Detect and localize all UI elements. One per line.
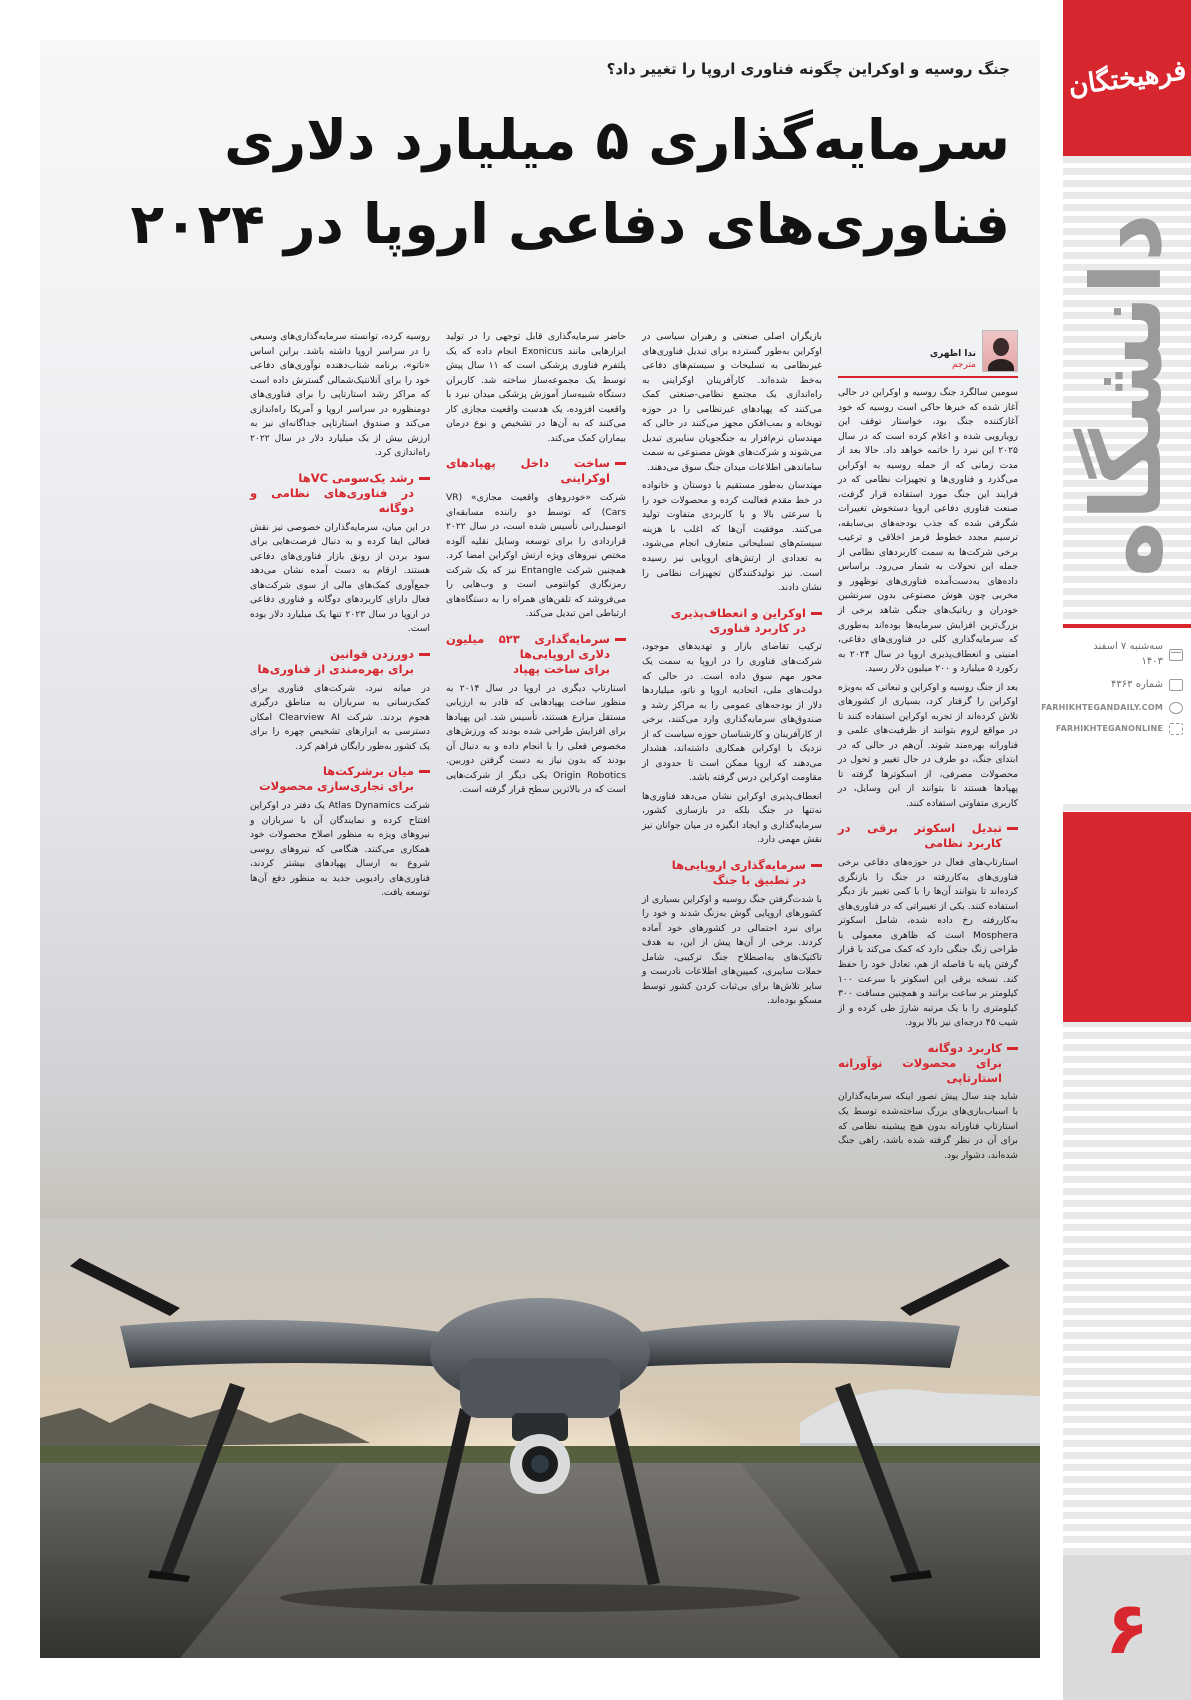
paragraph: بازیگران اصلی صنعتی و رهبران سیاسی در اوکراین به‌طور گسترده برای تبدیل فناوری‌های غیرنظامی به تسلیحات و سیستم‌های دفاعی به‌خط شده‌اند. کارآفرینان اوکراینی به راه‌اندازی یک مجتمع نظامی-صنعتی کمک می‌کنند که پهپادهای غیرنظامی را در حوزه تویخانه و بمب‌افکن مجهز می‌کنند در حالی که مهندسان نرم‌افزار به جنگجویان سایبری تبدیل می‌شوند و شرکت‌های هوش مصنوعی به سمت ساماندهی اطلاعات میدان جنگ سوق می‌دهند. xyxy=(642,331,822,473)
social-handle[interactable]: FARHIKHTEGANONLINE xyxy=(1055,723,1163,733)
subheading-line-2: برای تجاری‌سازی محصولات xyxy=(259,779,414,794)
social-icon xyxy=(1169,723,1183,735)
page-number: ۶ xyxy=(1105,1585,1149,1670)
article-kicker: جنگ روسیه و اوکراین چگونه فناوری اروپا را تغییر داد؟ xyxy=(606,60,1010,78)
paragraph: با شدت‌گرفتن جنگ روسیه و اوکراین بسیاری از کشورهای اروپایی گوش به‌زنگ شدند و خود را برای نبرد احتمالی در کشورهای خود آماده کردند. برخی از آن‌ها پیش از این، به هدف تاکتیک‌های به‌اصطلاح جنگ ترکیبی، شامل حملات سایبری، کمپین‌های اطلاعات نادرست و سایر تلاش‌ها برای بی‌ثبات کردن کشور توسط مسکو بوده‌اند. xyxy=(642,893,822,1007)
subheading xyxy=(250,647,430,677)
article-panel xyxy=(40,40,1040,1658)
newspaper-icon xyxy=(1169,679,1183,691)
sidebar xyxy=(1041,0,1191,1700)
paragraph: در این میان، سرمایه‌گذاران خصوصی نیز نقش فعالی ایفا کرده و به دنبال فرصت‌هایی برای سود بردن از رونق بازار فناوری‌های دفاعی هستند. ارقام به دست آمده نشان می‌دهد جمع‌آوری کمک‌های مالی از سوی شرکت‌های فعال دارای کاربردهای دوگانه و فناوری دفاعی در اروپا در سال ۲۰۲۳ تنها یک میلیارد دلار بوده است. xyxy=(250,521,430,635)
sidebar-red-block xyxy=(1063,812,1191,1022)
subheading xyxy=(642,606,822,636)
website-link[interactable]: FARHIKHTEGANDAILY.COM xyxy=(1041,702,1163,712)
author-meta xyxy=(930,349,976,372)
paragraph: انعطاف‌پذیری اوکراین نشان می‌دهد فناوری‌ها نه‌تنها در جنگ بلکه در بازسازی کشور، سرمایه‌گذاری و ایجاد انگیزه در میان جوانان نیز نقش مهمی دارد. xyxy=(642,790,822,846)
subheading: تبدیل اسکوتر برقی در کاربرد نظامی xyxy=(838,821,1018,851)
paragraph: مهندسان به‌طور مستقیم با دوستان و خانواده در خط مقدم فعالیت کرده و محصولات خود را با سرعتی بالا و با کاربردی متفاوت تولید می‌کنند. موفقیت آن‌ها که اغلب با هزینه سیستم‌های تسلیحاتی متعارف انجام می‌شود، به تعدادی از ارتش‌های اروپایی نیز رسیده است. نیز تولیدکنندگان تجهیزات نظامی را نشان دادند. xyxy=(642,480,822,594)
column-2 xyxy=(642,330,822,1335)
issue-info xyxy=(1041,624,1191,804)
paragraph: استارتاپ‌های فعال در حوزه‌های دفاعی برخی فناوری‌های به‌کاررفته در جنگ را بازنگری کرده‌اند تا بتوانند آن‌ها را با کمی تغییر باز دیگر استفاده کنند. یکی از تغییراتی که در فناوری‌های به‌کاررفته رخ داده شده، شامل اسکوتر Mosphera است که ظاهری معمولی با طراحی زنگ جنگی دارد که کمک می‌کند با قرار گرفتن پایه با فاصله از هم، تعادل خود را حفظ کند. نسخه برقی این اسکوتر با سرعت ۱۰۰ کیلومتر بر ساعت برانند و همچنین مسافت ۳۰۰ کیلومتری را با یک مرتبه شارژ طی کرده و از شیب ۴۵ درجه‌ای نیز بالا برود. xyxy=(838,857,1018,1029)
column-4 xyxy=(250,330,430,1335)
headline-line-2: فناوری‌های دفاعی اروپا در ۲۰۲۴ xyxy=(130,192,1010,256)
subheading-line-2: در تطبیق با جنگ xyxy=(712,872,806,887)
column-1 xyxy=(838,330,1018,1335)
subheading-line-1: سرمایه‌گذاری ۵۲۳ میلیون دلاری اروپایی‌ها xyxy=(446,631,610,661)
date-row xyxy=(1071,640,1183,669)
issue-date: سه‌شنبه ۷ اسفند ۱۴۰۳ xyxy=(1093,641,1163,667)
newspaper-logo[interactable] xyxy=(1063,0,1191,156)
calendar-icon xyxy=(1169,649,1183,661)
subheading xyxy=(446,632,626,677)
subheading-line-2: برای ساخت پهپاد xyxy=(513,661,610,676)
subheading: ساخت داخل پهپادهای اوکراینی xyxy=(446,456,626,486)
paragraph: شاید چند سال پیش تصور اینکه سرمایه‌گذاران با اسباب‌بازی‌های بزرگ ساخته‌شده توسط یک استارتاپ فناورانه بدون هیچ پیشینه نظامی که برای آن در نظر گرفته شده باشد، راهی جنگ شده‌اند، دشوار بود. xyxy=(838,1091,1018,1161)
drone-shadow xyxy=(280,1584,800,1612)
subheading-line-1: میان برشرکت‌ها xyxy=(322,764,414,779)
issue-row xyxy=(1071,678,1183,693)
subheading xyxy=(642,858,822,888)
social-row[interactable] xyxy=(1055,723,1183,735)
section-title-wrap xyxy=(1063,175,1191,615)
subheading-line-2: برای محصولات نوآورانه استارتاپی xyxy=(838,1055,1002,1085)
article-headline xyxy=(90,98,1010,266)
paragraph: در میانه نبرد، شرکت‌های فناوری برای کمک‌رسانی به سربازان به مناطق درگیری هجوم بردند. شرکت Clearview AI امکان دسترسی به ابزارهای تشخیص چهره را برای یک کشور به‌طور رایگان فراهم کرد. xyxy=(250,682,430,752)
author-photo xyxy=(982,330,1018,372)
article-columns xyxy=(58,330,1018,1335)
headline-line-1: سرمایه‌گذاری ۵ میلیارد دلاری xyxy=(224,108,1010,172)
subheading-line-1: سرمایه‌گذاری اروپایی‌ها xyxy=(671,857,806,872)
subheading xyxy=(250,764,430,794)
paragraph: شرکت Atlas Dynamics یک دفتر در اوکراین افتتاح کرده و نمایندگان آن با سربازان و نیروهای ویژه به منظور اصلاح محصولات خود همکاری می‌کنند. هنگامی که نیروهای روسی شروع به ارسال پهپادهای بیشتر کردند، فناوری‌های رادیویی جدید به منظور دفع آن‌ها توسعه یافت. xyxy=(250,800,430,899)
issue-number: شماره ۴۳۶۳ xyxy=(1111,679,1163,690)
website-row[interactable] xyxy=(1041,702,1183,714)
author-byline xyxy=(838,330,1018,378)
subheading xyxy=(838,1041,1018,1086)
paragraph: بعد از جنگ روسیه و اوکراین و تبعاتی که به‌ویژه اوکراین را گرفتار کرد، بسیاری از کشورهای تلاش کرده‌اند از تجربه اوکراین استفاده کنند تا در مواقع لزوم بتوانند از ظرفیت‌های علمی و فناورانه بهره‌مند شوند. آن‌هم در حالی که در ابتدای جنگ، دو طرف در حال تغییر و تحول در محصولات مصرفی، از اسکوترها گرفته تا پهپادها هستند تا بتوانند از این وسایل، در کاربری متفاوتی استفاده کنند. xyxy=(838,681,1018,809)
column-3 xyxy=(446,330,626,1335)
logo-text: فرهیختگان xyxy=(1066,54,1188,102)
camera-lens xyxy=(531,1455,549,1473)
author-name: ندا اظهری xyxy=(929,348,976,359)
author-role: مترجم xyxy=(951,360,976,371)
paragraph: شرکت «خودروهای واقعیت مجازی» (VR Cars) که توسط دو راننده مسابقه‌ای اتومبیل‌رانی تأسیس شده است، در سال ۲۰۲۲ قراردادی را برای توسعه وسایل نقلیه آلوده مختص نیروهای ویژه ارتش اوکراین امضا کرد. همچنین شرکت Entangle نیز که یک شرکت رمزنگاری کوانتومی است و وب‌هایی را می‌فروشد که تلفن‌های همراه را به دستگاه‌های ارتباطی امن تبدیل می‌کند. xyxy=(446,492,626,620)
paragraph: حاضر سرمایه‌گذاری قابل توجهی را در تولید ابزارهایی مانند Exonicus انجام داده که یک پلتفرم فناوری پزشکی است که ۱۱ سال پیش توسط یک مجموعه‌ساز ساخته شد. کاربران دستگاه شبیه‌ساز آموزش پزشکی میدان نبرد با واقعیت افزوده، یک هدست واقعیت مجازی کار می‌کنند که به آن‌ها در تشخیص و نوع درمان بیماران کمک می‌کند. xyxy=(446,331,626,444)
subheading-line-2: در فناوری‌های نظامی و دوگانه xyxy=(250,485,414,515)
paragraph: استارتاپ دیگری در اروپا در سال ۲۰۱۴ به منظور ساخت پهپادهایی که قادر به ارزیابی مستقل مزارع هستند، تأسیس شد. این پهپادها برای افزایش طراحی شده بودند که ورزش‌های مخصوص فعلی را با انجام داده و به دنبال آن بودند که بدون نیاز به دست گرفتن دوربین. Origin Robotics یکی دیگر از شرکت‌هایی است که در بالاترین سطح قرار گرفته است. xyxy=(446,682,627,796)
paragraph: روسیه کرده، توانسته سرمایه‌گذاری‌های وسیعی را در سراسر اروپا داشته باشد. براین اساس «ناتو»، برنامه شتاب‌دهنده نوآوری‌های دفاعی خود را برای آتلانتیک‌شمالی گسترش داده است که مراکز رشد استارتاپی را برای فناوری‌های دومنظوره در سراسر اروپا و آمریکا راه‌اندازی می‌کند و صندوق استارتاپی جداگانه‌ای نیز به ارزش بیش از یک میلیارد دلار در سال ۲۰۲۲ راه‌اندازی کرد. xyxy=(250,331,430,459)
subheading-line-2: برای بهره‌مندی از فناوری‌ها xyxy=(257,661,414,676)
drone-body-lower xyxy=(460,1358,620,1418)
subheading-line-1: اوکراین و انعطاف‌پذیری xyxy=(670,605,806,620)
subheading-line-1: رشد یک‌سومی VCها xyxy=(298,470,414,485)
drone-photo xyxy=(40,1218,1040,1658)
page-number-box xyxy=(1063,1555,1191,1700)
subheading-line-2: در کاربرد فناوری xyxy=(709,620,806,635)
globe-icon xyxy=(1169,702,1183,714)
paragraph: ترکیب تقاضای بازار و تهدیدهای موجود، شرکت‌های فناوری را در اروپا به سمت یک محور مهم سوق داده است. در حالی که دولت‌های ملی، اتحادیه اروپا و ناتو، میلیاردها دلار از بودجه‌های عمومی را به مراکز رشد و صندوق‌های سرمایه‌گذاری وارد می‌کنند، برخی از کارآفرینان و کارشناسان حوزه سیاست که از نزدیک با اوکراین همکاری داشته‌اند، هشدار می‌دهند که اروپا ممکن است تا حدودی از مقاومت اوکراین درس گرفته باشد. xyxy=(642,641,822,784)
subheading-line-1: دورزدن قوانین xyxy=(329,646,414,661)
subheading-line-1: کاربرد دوگانه xyxy=(927,1040,1002,1055)
paragraph: سومین سالگرد جنگ روسیه و اوکراین در حالی آغاز شده که خبرها حاکی است روسیه که خود آغازکننده جنگ بود، خواستار توقف این رویارویی شده و اعلام کرده است که در سال ۲۰۲۵ این نبرد را خاتمه خواهد داد. حالا بعد از مدت زمانی که از حمله روسیه به اوکراین می‌گذرد و فناوری‌ها و تجهیزات نظامی که در فرایند این جنگ مورد استفاده قرار گرفت، صنعت فناوری دفاعی اروپا دستخوش تغییرات شگرفی شده که جذب بودجه‌های بی‌سابقه، ترسیم مجدد خطوط قرمز اخلاقی و ترغیب برخی شرکت‌ها به سمت کاربردهای نظامی از جمله این تحولات به شمار می‌رود. براساس داده‌های به‌دست‌آمده فناوری‌های نوظهور و مخربی چون هوش مصنوعی بدون سرنشین خودران و رباتیک‌های جنگی شاهد برخی از بزرگ‌ترین افزایش سرمایه‌ها بوده‌اند به‌طوری که سرمایه‌گذاری کلی در فناوری‌های دفاعی، امنیتی و انعطاف‌پذیری اروپا در سال ۲۰۲۴ به رکورد ۵ میلیارد و ۲۰۰ میلیون دلار رسید. xyxy=(838,387,1018,675)
section-title: دانشگاه xyxy=(1071,212,1183,578)
subheading xyxy=(250,471,430,516)
